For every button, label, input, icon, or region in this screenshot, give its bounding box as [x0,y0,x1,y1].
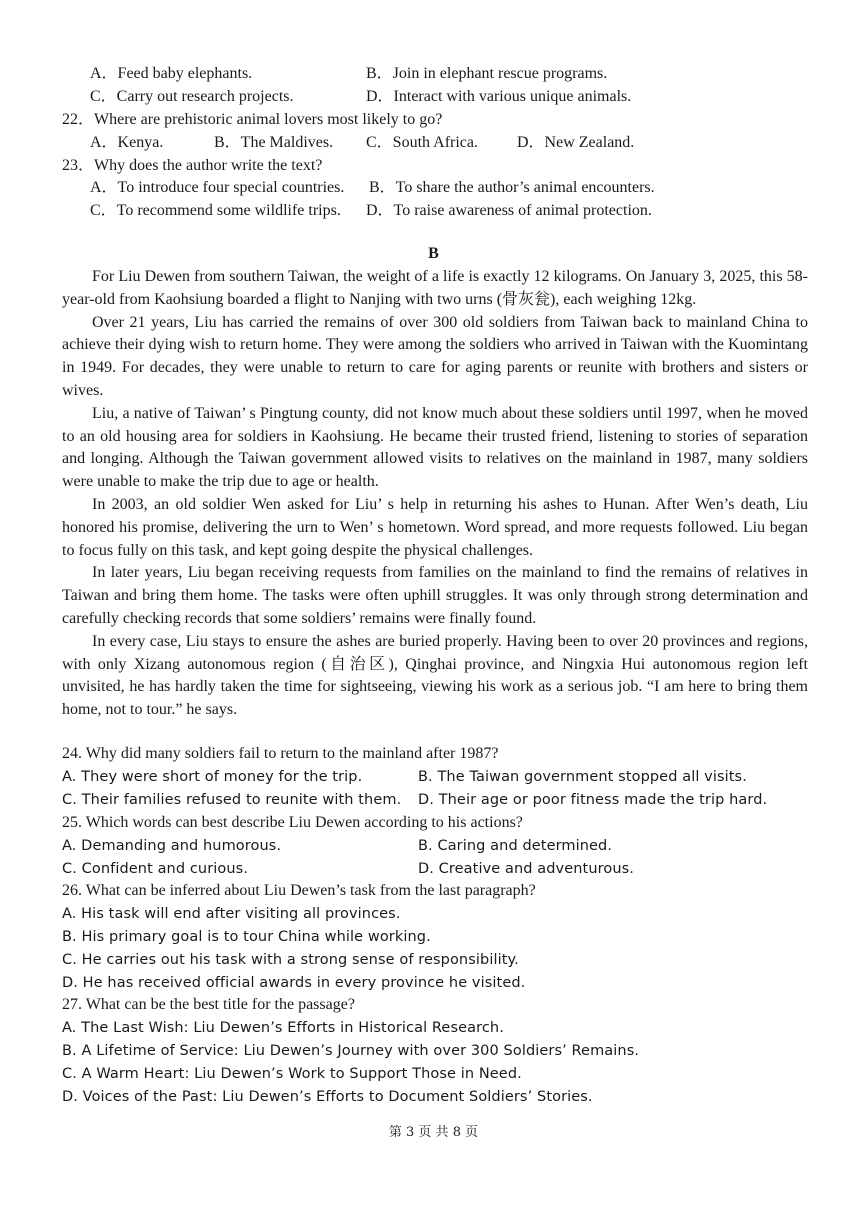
q23-option-d: D．To raise awareness of animal protection. [366,202,652,219]
q25-option-c: C. Confident and curious. [62,861,249,877]
passage-paragraph: In every case, Liu stays to ensure the ashes are buried properly. Having been to over 20 provinces and regions, with only Xizang autonomous region (自治区), Qinghai province, and Ningxia Hui autonomous region left unvisited, he has hardly taken the time for sightseeing, viewing his work as a serious job. “I am here to bring them home, not to tour.” he says. [62,632,808,719]
q24-stem: 24. Why did many soldiers fail to return to the mainland after 1987? [62,745,499,762]
section-title: B [428,245,439,262]
q26-option-c: C. He carries out his task with a strong sense of responsibility. [62,952,519,968]
passage-paragraph: In 2003, an old soldier Wen asked for Liu’ s help in returning his ashes to Hunan. After Wen’s death, Liu honored his promise, delivering the urn to Wen’ s hometown. Word spread, and more requests followed. Liu began to focus fully on this task, and kept going despite the physical challenges. [62,495,808,559]
q26-option-d: D. He has received official awards in every province he visited. [62,975,526,991]
q25-option-a: A. Demanding and humorous. [62,838,282,854]
passage-paragraph: Liu, a native of Taiwan’ s Pingtung county, did not know much about these soldiers until 1997, when he moved to an old housing area for soldiers in Kaohsiung. He became their trusted friend, listening to stories of separation and longing. Although the Taiwan government allowed visits to relatives on the mainland in 1987, many soldiers were unable to make the trip due to age or health. [62,404,808,491]
q27-option-c: C. A Warm Heart: Liu Dewen’s Work to Support Those in Need. [62,1066,522,1082]
q21-option-d: D．Interact with various unique animals. [366,88,632,105]
q23-stem: 23．Why does the author write the text? [62,157,323,174]
passage-paragraph: In later years, Liu began receiving requests from families on the mainland to find the remains of relatives in Taiwan and bring them home. The tasks were often uphill struggles. It was only through strong determination and carefully checking records that some soldiers’ remains were finally found. [62,564,808,627]
passage [62,266,808,722]
q25-stem: 25. Which words can best describe Liu Dewen according to his actions? [62,814,523,831]
q24-option-b: B. The Taiwan government stopped all visits. [418,769,747,785]
q22-option-a: A．Kenya. [90,134,164,151]
q26-stem: 26. What can be inferred about Liu Dewen’s task from the last paragraph? [62,882,536,899]
q22-option-c: C．South Africa. [366,134,478,151]
q21-option-b: B．Join in elephant rescue programs. [366,65,608,82]
q25-option-d: D. Creative and adventurous. [418,861,634,877]
q26-option-a: A. His task will end after visiting all provinces. [62,906,401,922]
q24-option-d: D. Their age or poor fitness made the trip hard. [418,792,768,808]
q21-option-c: C．Carry out research projects. [90,88,294,105]
q21-option-a: A．Feed baby elephants. [90,65,253,82]
q24-option-a: A. They were short of money for the trip. [62,769,363,785]
q22-option-b: B．The Maldives. [214,134,334,151]
q27-option-d: D. Voices of the Past: Liu Dewen’s Efforts to Document Soldiers’ Stories. [62,1089,593,1105]
passage-paragraph: Over 21 years, Liu has carried the remains of over 300 old soldiers from Taiwan back to mainland China to achieve their dying wish to return home. They were among the soldiers who arrived in Taiwan with the Kuomintang in 1949. For decades, they were unable to return to care for aging parents or reunite with brothers and sisters or wives. [62,313,808,399]
q23-option-c: C．To recommend some wildlife trips. [90,202,341,219]
page-number: 第 3 页 共 8 页 [388,1125,479,1140]
q22-stem: 22．Where are prehistoric animal lovers most likely to go? [62,111,443,128]
q27-stem: 27. What can be the best title for the passage? [62,996,355,1013]
q23-option-a: A．To introduce four special countries. [90,179,345,196]
passage-paragraph: For Liu Dewen from southern Taiwan, the weight of a life is exactly 12 kilograms. On January 3, 2025, this 58-year-old from Kaohsiung boarded a flight to Nanjing with two urns (骨灰瓮), each weighing 12kg. [62,268,808,308]
q26-option-b: B. His primary goal is to tour China while working. [62,929,431,945]
q25-option-b: B. Caring and determined. [418,838,613,854]
q27-option-b: B. A Lifetime of Service: Liu Dewen’s Journey with over 300 Soldiers’ Remains. [62,1043,640,1059]
q24-option-c: C. Their families refused to reunite with them. [62,792,402,808]
q22-option-d: D．New Zealand. [517,134,635,151]
q27-option-a: A. The Last Wish: Liu Dewen’s Efforts in Historical Research. [62,1020,504,1036]
q23-option-b: B．To share the author’s animal encounters. [369,179,655,196]
